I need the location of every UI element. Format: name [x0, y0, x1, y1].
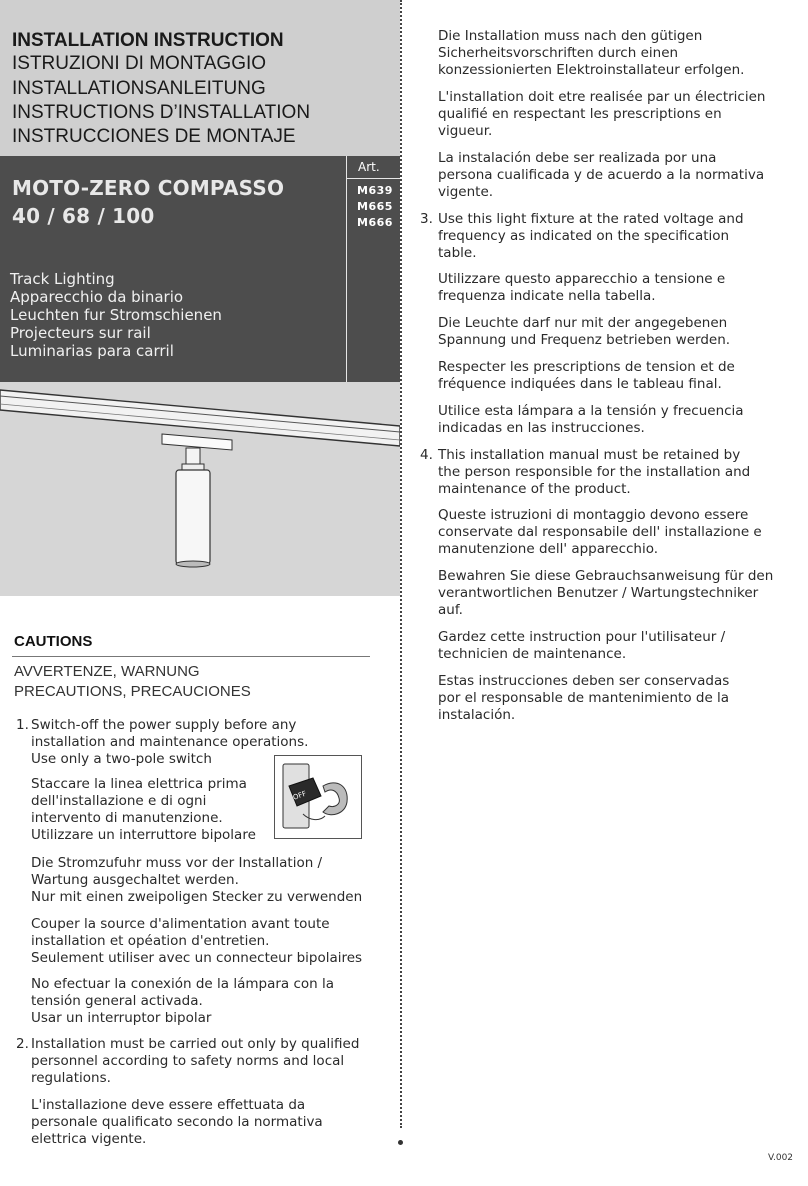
text-line: fréquence indiquées dans le tableau final. — [438, 376, 722, 392]
item-1-es — [31, 976, 334, 1027]
item-1-de — [31, 855, 362, 906]
text-line: Switch-off the power supply before any — [31, 717, 297, 733]
title-de: INSTALLATIONSANLEITUNG — [12, 78, 266, 99]
product-sizes: 40 / 68 / 100 — [12, 204, 155, 228]
item-1-fr — [31, 916, 362, 967]
text-line: Respecter les prescriptions de tension et de — [438, 359, 735, 375]
text-line: Die Leuchte darf nur mit der angegebenen — [438, 315, 728, 331]
art-code-1: M639 — [357, 184, 393, 197]
item-3-en — [438, 211, 744, 262]
text-line: tensión general activada. — [31, 993, 203, 1009]
art-separator — [346, 178, 400, 179]
text-line: Utilizzare un interruttore bipolare — [31, 827, 256, 843]
spotlight-lens — [176, 561, 210, 567]
category-fr: Projecteurs sur rail — [10, 324, 151, 342]
text-line: Installation must be carried out only by qualified — [31, 1036, 360, 1052]
text-line: technicien de maintenance. — [438, 646, 627, 662]
text-line: Couper la source d'alimentation avant toute — [31, 916, 330, 932]
text-line: instalación. — [438, 707, 516, 723]
text-line: installation and maintenance operations. — [31, 734, 309, 750]
spotlight-body — [176, 470, 210, 564]
art-label: Art. — [358, 160, 380, 174]
text-line: Spannung und Frequenz betrieben werden. — [438, 332, 731, 348]
text-line: intervento di manutenzione. — [31, 810, 223, 826]
text-line: personnel according to safety norms and local — [31, 1053, 345, 1069]
title-en: INSTALLATION INSTRUCTION — [12, 30, 284, 51]
text-line: manutenzione dell' apparecchio. — [438, 541, 659, 557]
text-line: Seulement utiliser avec un connecteur bipolaires — [31, 950, 363, 966]
text-line: La instalación debe ser realizada por una — [438, 150, 717, 166]
category-de: Leuchten fur Stromschienen — [10, 306, 222, 324]
item-2-es — [438, 150, 764, 201]
text-line: installation et opéation d'entretien. — [31, 933, 270, 949]
off-switch-icon — [275, 756, 361, 838]
text-line: This installation manual must be retained by — [438, 447, 741, 463]
text-line: dell'installazione e di ogni — [31, 793, 207, 809]
text-line: frequency as indicated on the specification — [438, 228, 730, 244]
text-line: vigente. — [438, 184, 494, 200]
title-fr: INSTRUCTIONS D’INSTALLATION — [12, 102, 311, 123]
text-line: konzessionierten Elektroinstallateur erfolgen. — [438, 62, 745, 78]
text-line: the person responsible for the installation and — [438, 464, 751, 480]
cautions-rule — [12, 656, 370, 657]
item-3-es — [438, 403, 744, 437]
track-light-drawing — [0, 382, 400, 596]
divider-end-dot — [398, 1140, 403, 1145]
column-divider — [400, 0, 402, 1128]
adapter-stem — [186, 448, 200, 464]
art-divider — [346, 156, 347, 382]
product-title: MOTO-ZERO COMPASSO — [12, 176, 285, 200]
text-line: Usar un interruptor bipolar — [31, 1010, 212, 1026]
item-2-it — [31, 1097, 323, 1148]
item-2-number: 2. — [16, 1036, 29, 1052]
text-line: Die Stromzufuhr muss vor der Installation / — [31, 855, 323, 871]
product-illustration — [0, 382, 400, 596]
version-label: V.002 — [768, 1153, 794, 1163]
joint — [182, 464, 204, 470]
item-1-it — [31, 776, 256, 844]
text-line: elettrica vigente. — [31, 1131, 147, 1147]
category-en: Track Lighting — [10, 270, 115, 288]
text-line: L'installazione deve essere effettuata da — [31, 1097, 306, 1113]
item-2-fr — [438, 89, 765, 140]
text-line: verantwortlichen Benutzer / Wartungstechniker — [438, 585, 759, 601]
art-code-3: M666 — [357, 216, 393, 229]
item-1-en — [31, 717, 308, 768]
cautions-subheading — [14, 662, 251, 702]
text-line: maintenance of the product. — [438, 481, 631, 497]
text-line: vigueur. — [438, 123, 493, 139]
text-line: Die Installation muss nach den gütigen — [438, 28, 703, 44]
text-line: Utilice esta lámpara a la tensión y frecuencia — [438, 403, 744, 419]
text-line: Use only a two-pole switch — [31, 751, 212, 767]
text-line: Sicherheitsvorschriften durch einen — [438, 45, 679, 61]
item-2-de — [438, 28, 744, 79]
text-line: table. — [438, 245, 477, 261]
text-line: Estas instrucciones deben ser conservadas — [438, 673, 730, 689]
item-3-it — [438, 271, 725, 305]
item-4-it — [438, 507, 762, 558]
cautions-heading: CAUTIONS — [14, 633, 93, 650]
title-es: INSTRUCCIONES DE MONTAJE — [12, 126, 296, 147]
text-line: auf. — [438, 602, 463, 618]
text-line: por el responsable de mantenimiento de la — [438, 690, 730, 706]
text-line: Bewahren Sie diese Gebrauchsanweisung für den — [438, 568, 774, 584]
cautions-sub-1: AVVERTENZE, WARNUNG — [14, 663, 200, 680]
text-line: Utilizzare questo apparecchio a tensione e — [438, 271, 726, 287]
text-line: No efectuar la conexión de la lámpara con la — [31, 976, 335, 992]
item-4-en — [438, 447, 750, 498]
text-line: qualifié en respectant les prescriptions en — [438, 106, 722, 122]
item-1-number: 1. — [16, 717, 29, 733]
text-line: personale qualificato secondo la normativa — [31, 1114, 323, 1130]
item-3-fr — [438, 359, 735, 393]
text-line: Nur mit einen zweipoligen Stecker zu verwenden — [31, 889, 363, 905]
item-4-es — [438, 673, 729, 724]
cautions-sub-2: PRECAUTIONS, PRECAUCIONES — [14, 683, 251, 700]
text-line: indicadas en las instrucciones. — [438, 420, 645, 436]
switch-off-label: OFF — [291, 789, 308, 802]
title-block — [0, 0, 400, 156]
category-it: Apparecchio da binario — [10, 288, 184, 306]
text-line: Queste istruzioni di montaggio devono essere — [438, 507, 749, 523]
category-es: Luminarias para carril — [10, 342, 174, 360]
text-line: frequenza indicate nella tabella. — [438, 288, 656, 304]
text-line: Staccare la linea elettrica prima — [31, 776, 247, 792]
product-name — [12, 174, 284, 230]
item-4-fr — [438, 629, 725, 663]
text-line: persona cualificada y de acuerdo a la normativa — [438, 167, 765, 183]
product-category — [10, 270, 222, 360]
text-line: Wartung ausgechaltet werden. — [31, 872, 239, 888]
text-line: L'installation doit etre realisée par un électricien — [438, 89, 766, 105]
title-it: ISTRUZIONI DI MONTAGGIO — [12, 53, 267, 74]
text-line: regulations. — [31, 1070, 111, 1086]
text-line: Use this light fixture at the rated voltage and — [438, 211, 744, 227]
item-2-en — [31, 1036, 359, 1087]
item-3-number: 3. — [420, 211, 433, 227]
item-4-de — [438, 568, 773, 619]
text-line: conservate dal responsabile dell' installazione e — [438, 524, 762, 540]
product-header — [0, 156, 400, 382]
art-code-2: M665 — [357, 200, 393, 213]
item-4-number: 4. — [420, 447, 433, 463]
text-line: Gardez cette instruction pour l'utilisateur / — [438, 629, 726, 645]
item-3-de — [438, 315, 730, 349]
